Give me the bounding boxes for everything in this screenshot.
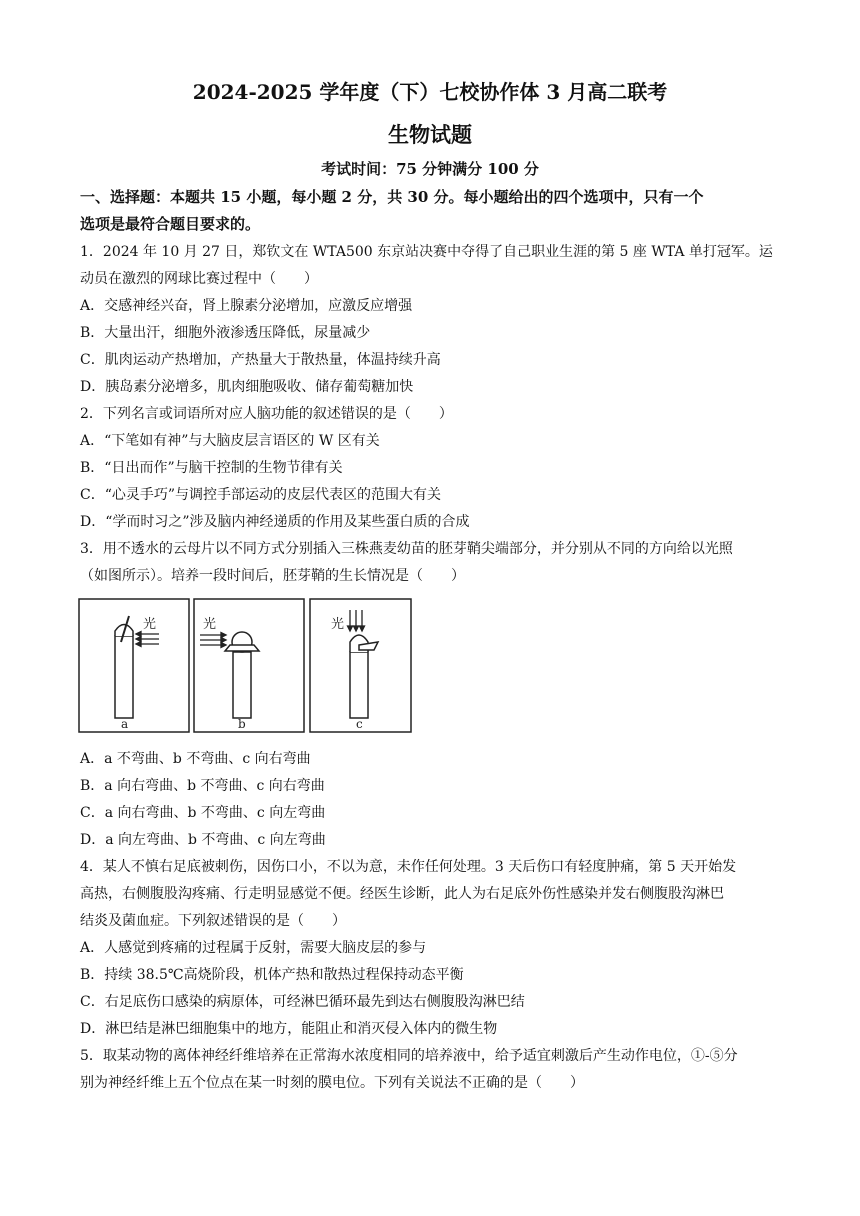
section-heading-line1: 一、选择题：本题共 15 小题，每小题 2 分，共 30 分。每小题给出的四个选项中，只有一个 [80, 188, 704, 206]
q4-stem-line2: 高热，右侧腹股沟疼痛、行走明显感觉不便。经医生诊断，此人为右足底外伤性感染并发右侧腹股沟淋巴 [80, 886, 724, 902]
q3-stem-line1: 3．用不透水的云母片以不同方式分别插入三株燕麦幼苗的胚芽鞘尖端部分，并分别从不同的方向给以光照 [80, 541, 733, 557]
q2-option-c: C．“心灵手巧”与调控手部运动的皮层代表区的范围大有关 [80, 487, 442, 503]
subject-title: 生物试题 [388, 122, 472, 147]
panel-b-label: b [238, 717, 246, 731]
q3-option-d: D．a 向左弯曲、b 不弯曲、c 向左弯曲 [80, 832, 326, 848]
panel-c-light-label: 光 [331, 617, 345, 632]
q1-stem-line1: 1．2024 年 10 月 27 日，郑钦文在 WTA500 东京站决赛中夺得了自己职业生涯的第 5 座 WTA 单打冠军。运 [80, 244, 773, 260]
panel-a-frame [79, 599, 189, 732]
q5-stem-line2: 别为神经纤维上五个位点在某一时刻的膜电位。下列有关说法不正确的是（ ） [80, 1075, 584, 1091]
q5-stem-line1: 5．取某动物的离体神经纤维培养在正常海水浓度相同的培养液中，给予适宜刺激后产生动作电位，①-⑤分 [80, 1048, 738, 1064]
section-heading-line2: 选项是最符合题目要求的。 [80, 215, 261, 233]
panel-a-light-arrows [136, 632, 159, 647]
panel-a-light-label: 光 [143, 617, 157, 632]
panel-c-stem [350, 652, 368, 718]
panel-b-light-label: 光 [203, 617, 217, 632]
q4-option-c: C．右足底伤口感染的病原体，可经淋巴循环最先到达右侧腹股沟淋巴结 [80, 994, 525, 1010]
q1-option-d: D．胰岛素分泌增多，肌肉细胞吸收、储存葡萄糖加快 [80, 379, 414, 395]
q3-option-b: B．a 向右弯曲、b 不弯曲、c 向右弯曲 [80, 778, 325, 794]
panel-c-label: c [356, 717, 363, 731]
panel-b-light-arrows [200, 633, 226, 648]
q1-option-c: C．肌肉运动产热增加，产热量大于散热量，体温持续升高 [80, 352, 441, 368]
q3-option-c: C．a 向右弯曲、b 不弯曲、c 向左弯曲 [80, 805, 326, 821]
q2-stem: 2．下列名言或词语所对应人脑功能的叙述错误的是（ ） [80, 406, 453, 422]
q4-stem-line1: 4．某人不慎右足底被刺伤，因伤口小，不以为意，未作任何处理。3 天后伤口有轻度肿痛，第 5 天开始发 [80, 859, 737, 875]
q2-option-a: A．“下笔如有神”与大脑皮层言语区的 W 区有关 [80, 433, 380, 449]
panel-c-light-arrows [348, 610, 365, 631]
q2-option-d: D．“学而时习之”涉及脑内神经递质的作用及某些蛋白质的合成 [80, 514, 470, 530]
coleoptile-figure [78, 598, 412, 734]
exam-title: 2024-2025 学年度（下）七校协作体 3 月高二联考 [192, 80, 668, 104]
q4-option-d: D．淋巴结是淋巴细胞集中的地方，能阻止和消灭侵入体内的微生物 [80, 1021, 498, 1037]
panel-a-stem [115, 636, 133, 718]
q1-stem-line2: 动员在激烈的网球比赛过程中（ ） [80, 271, 318, 287]
q3-stem-line2: （如图所示）。培养一段时间后，胚芽鞘的生长情况是（ ） [80, 568, 465, 584]
q2-option-b: B．“日出而作”与脑干控制的生物节律有关 [80, 460, 343, 476]
q3-option-a: A．a 不弯曲、b 不弯曲、c 向右弯曲 [80, 751, 311, 767]
panel-b-mica-sheet [225, 645, 259, 651]
exam-info: 考试时间：75 分钟满分 100 分 [321, 160, 539, 178]
q4-stem-line3: 结炎及菌血症。下列叙述错误的是（ ） [80, 913, 346, 929]
q4-option-a: A．人感觉到疼痛的过程属于反射，需要大脑皮层的参与 [80, 940, 427, 956]
q4-option-b: B．持续 38.5℃高烧阶段，机体产热和散热过程保持动态平衡 [80, 967, 464, 983]
panel-b-stem [233, 652, 251, 718]
q1-option-b: B．大量出汗，细胞外液渗透压降低，尿量减少 [80, 325, 371, 341]
panel-a-label: a [121, 717, 129, 731]
q1-option-a: A．交感神经兴奋，肾上腺素分泌增加，应激反应增强 [80, 298, 413, 314]
